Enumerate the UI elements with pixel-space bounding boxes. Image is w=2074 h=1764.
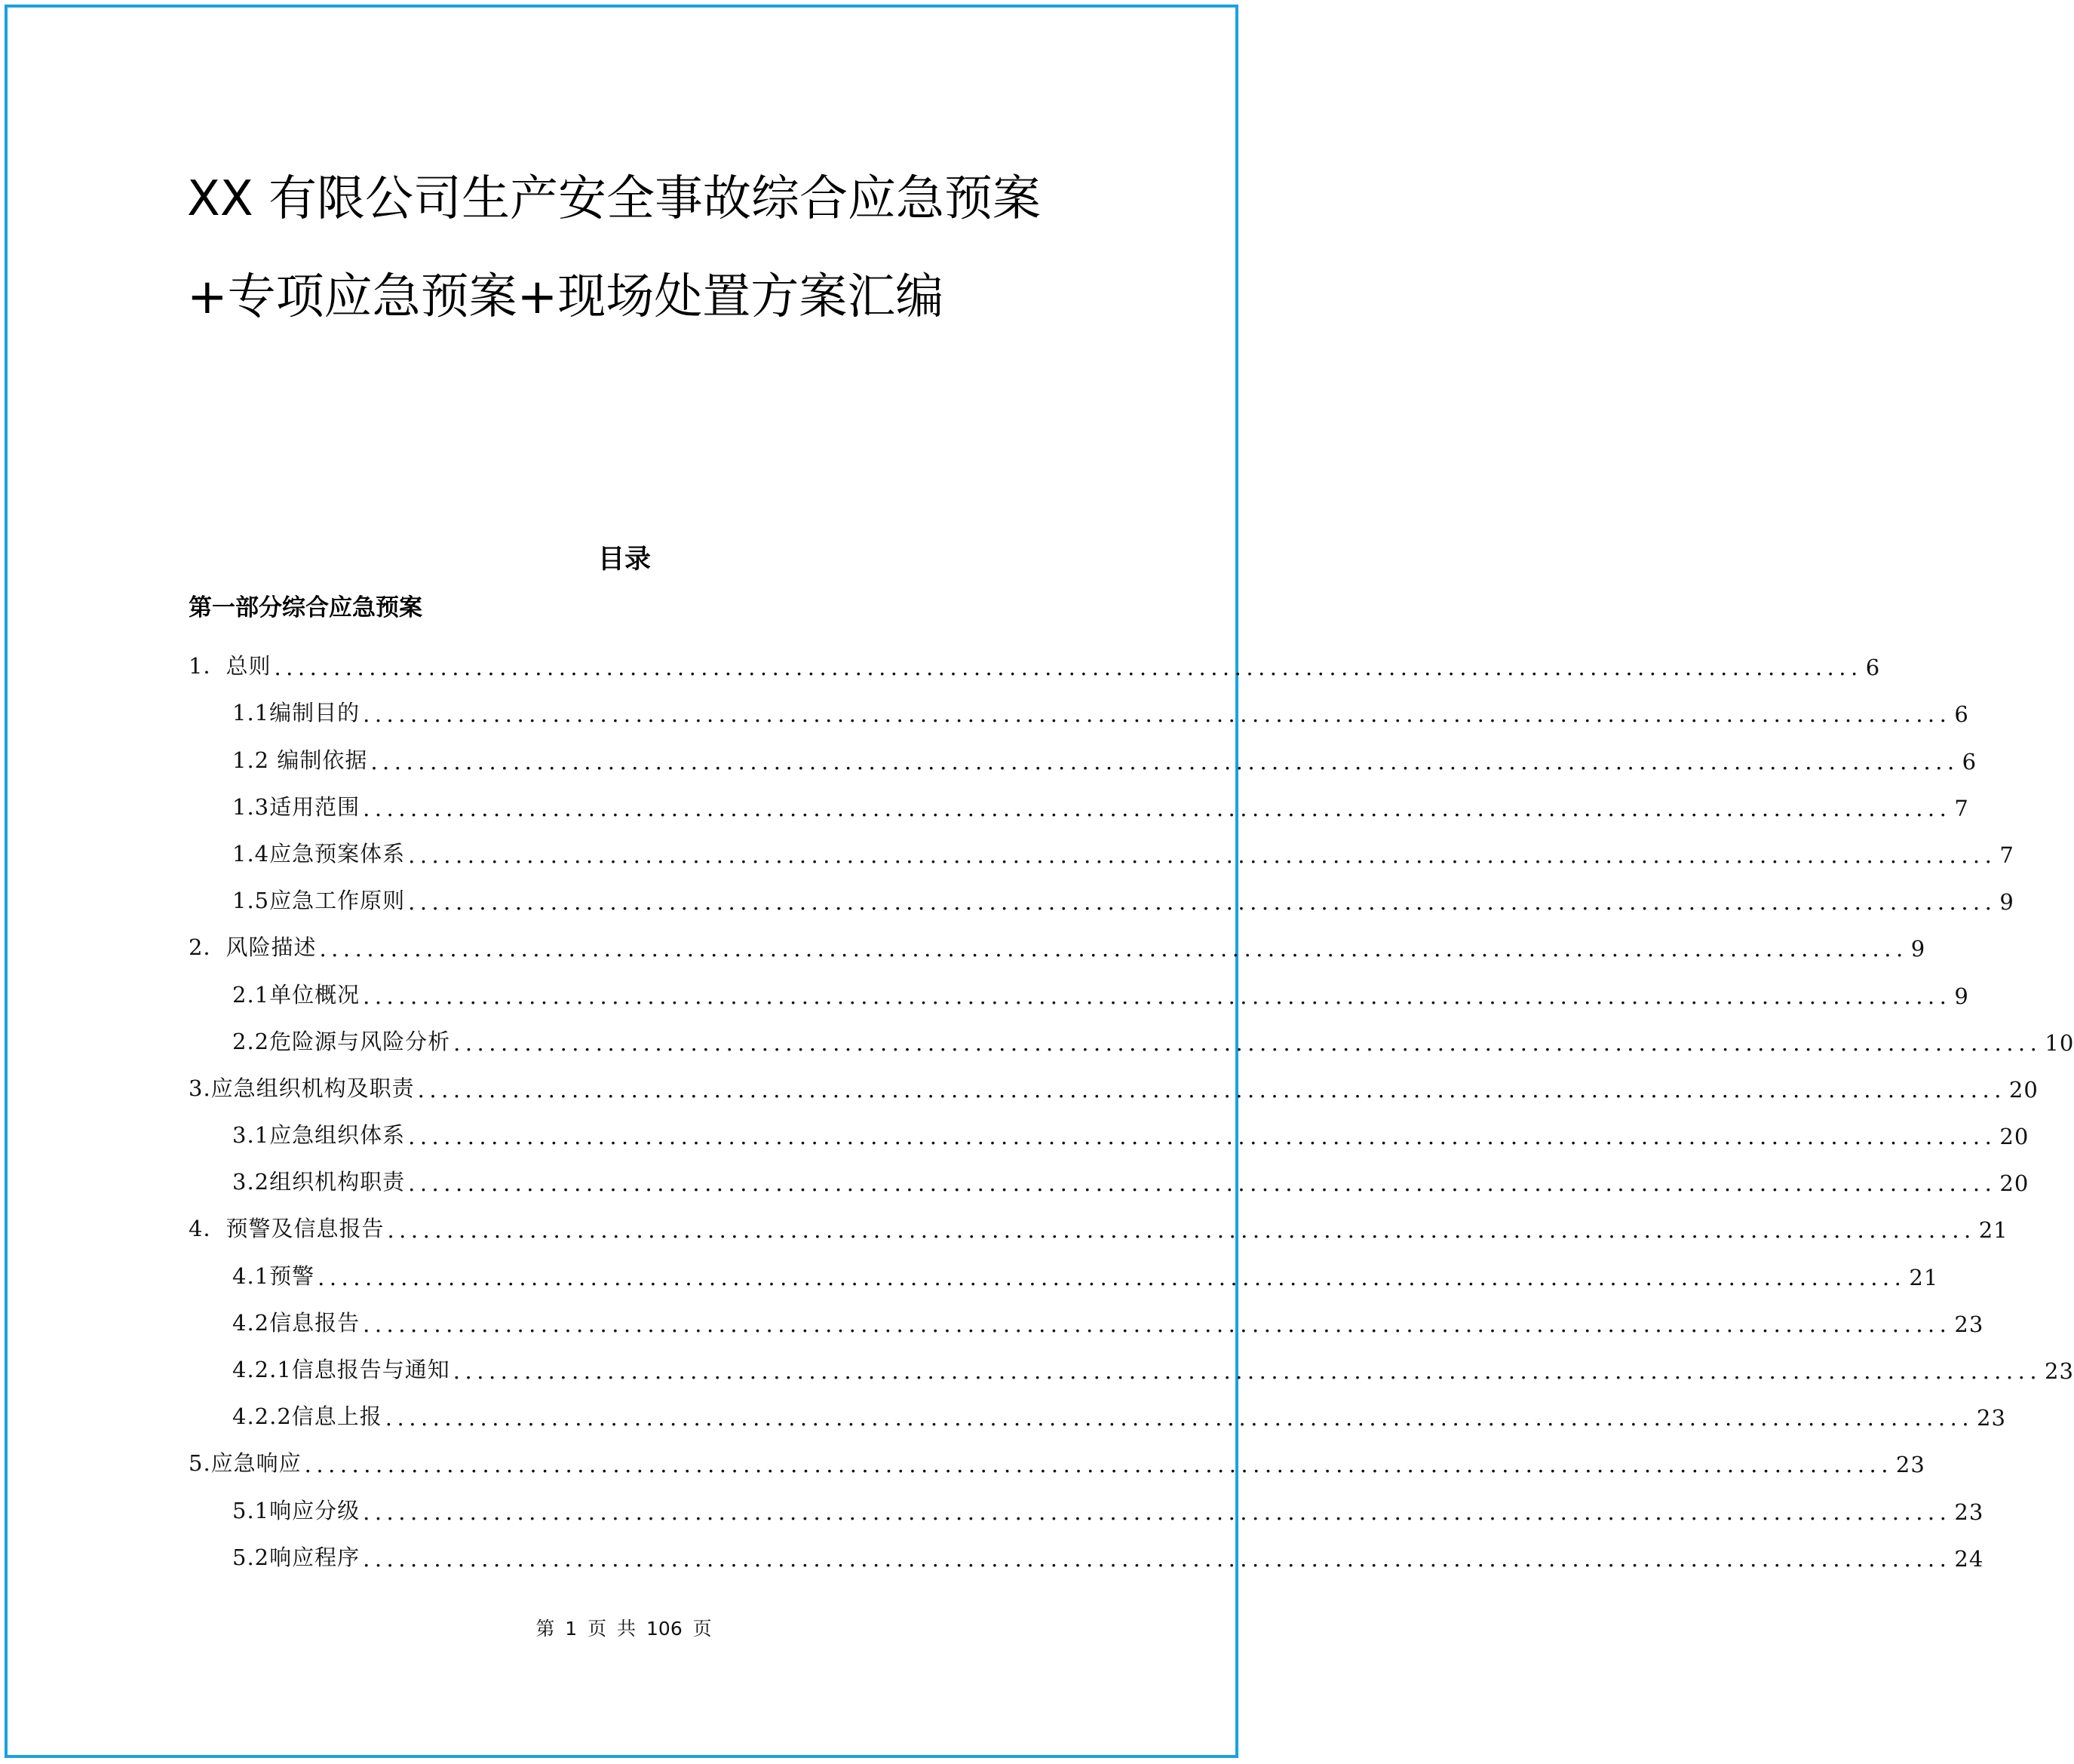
toc-leader-dots: ...................................................................................................................................... — [453, 1358, 2042, 1384]
toc-entry-page: 24 — [1954, 1545, 1984, 1572]
toc-leader-dots: ...................................................................................................................................... — [363, 1311, 1952, 1337]
toc-entry-label: 3.应急组织机构及职责 — [189, 1075, 415, 1101]
toc-leader-dots: ...................................................................................................................................... — [304, 1452, 1893, 1478]
toc-entry[interactable] — [189, 821, 2014, 868]
document-title-line2: +专项应急预案+现场处置方案汇编 — [187, 269, 944, 325]
toc-entry-label: 5.应急响应 — [189, 1450, 302, 1477]
toc-entry-page: 23 — [1954, 1499, 1984, 1525]
toc-entry-label: 1.5应急工作原则 — [232, 888, 406, 914]
toc-entry-page: 6 — [1962, 748, 1977, 775]
toc-leader-dots: ...................................................................................................................................... — [274, 655, 1863, 681]
toc-entry[interactable] — [189, 915, 1926, 962]
toc-leader-dots: ...................................................................................................................................... — [363, 1545, 1952, 1572]
toc-entry-page: 6 — [1865, 655, 1881, 681]
toc-entry-label: 1．总则 — [189, 653, 272, 680]
toc-leader-dots: ...................................................................................................................................... — [370, 748, 1959, 775]
toc-entry-label: 1.3适用范围 — [232, 793, 360, 820]
toc-entry[interactable] — [189, 1431, 1925, 1478]
toc-entry[interactable] — [189, 727, 1977, 775]
toc-leader-dots: ...................................................................................................................................... — [453, 1029, 2042, 1056]
toc-entry-page: 23 — [1895, 1452, 1925, 1478]
toc-entry-label: 2.1单位概况 — [232, 981, 360, 1008]
toc-leader-dots: ...................................................................................................................................... — [318, 1264, 1907, 1290]
toc-entry-label: 5.1响应分级 — [232, 1497, 360, 1523]
toc-leader-dots: ...................................................................................................................................... — [408, 889, 1997, 916]
toc-entry[interactable] — [189, 1056, 2039, 1103]
toc-entry-label: 1.4应急预案体系 — [232, 840, 406, 867]
toc-leader-dots: ...................................................................................................................................... — [363, 795, 1952, 821]
toc-entry-page: 20 — [1999, 1124, 2030, 1150]
toc-leader-dots: ...................................................................................................................................... — [408, 1170, 1997, 1197]
toc-entry[interactable] — [189, 634, 1881, 681]
toc-entry[interactable] — [189, 1009, 2074, 1056]
toc-entry[interactable] — [189, 1337, 2074, 1384]
page-footer: 第 1 页 共 106 页 — [535, 1618, 712, 1640]
toc-entry-label: 1.1编制目的 — [232, 700, 360, 726]
toc-entry[interactable] — [189, 1525, 1984, 1572]
toc-entry-page: 7 — [1999, 842, 2014, 868]
toc-entry-label: 3.2组织机构职责 — [232, 1169, 406, 1195]
toc-entry-page: 21 — [1978, 1217, 2008, 1244]
document-title-line1: XX 有限公司生产安全事故综合应急预案 — [187, 171, 1042, 227]
toc-leader-dots: ...................................................................................................................................... — [387, 1217, 1976, 1244]
toc-entry-page: 23 — [1977, 1405, 2006, 1431]
toc-entry[interactable] — [189, 775, 1969, 821]
toc-leader-dots: ...................................................................................................................................... — [417, 1076, 2006, 1103]
toc-entry[interactable] — [189, 1243, 1939, 1290]
toc-entry-label: 4.2.1信息报告与通知 — [232, 1357, 450, 1382]
toc-leader-dots: ...................................................................................................................................... — [319, 936, 1908, 962]
toc-leader-dots: ...................................................................................................................................... — [363, 1499, 1952, 1525]
toc-entry-label: 4．预警及信息报告 — [189, 1216, 385, 1242]
toc-entry-page: 9 — [1954, 983, 1969, 1009]
toc-leader-dots: ...................................................................................................................................... — [363, 701, 1952, 728]
toc-entry-page: 10 — [2045, 1029, 2074, 1056]
toc-leader-dots: ...................................................................................................................................... — [408, 842, 1997, 868]
toc-entry[interactable] — [189, 868, 2014, 916]
toc-entry[interactable] — [189, 1477, 1984, 1525]
toc-entry-page: 7 — [1954, 795, 1969, 821]
toc-entry[interactable] — [189, 1103, 2030, 1150]
toc-entry[interactable] — [189, 962, 1969, 1009]
toc-entry-page: 23 — [2045, 1358, 2074, 1384]
toc-leader-dots: ...................................................................................................................................... — [408, 1124, 1997, 1150]
table-of-contents — [189, 634, 2074, 1572]
toc-entry[interactable] — [189, 1290, 1984, 1337]
toc-entry-page: 9 — [1910, 936, 1926, 962]
toc-entry-label: 3.1应急组织体系 — [232, 1122, 406, 1149]
toc-entry-label: 2．风险描述 — [189, 934, 317, 961]
toc-entry-page: 9 — [1999, 889, 2014, 916]
toc-entry[interactable] — [189, 1384, 2006, 1431]
toc-leader-dots: ...................................................................................................................................... — [363, 983, 1952, 1009]
toc-part-heading: 第一部分综合应急预案 — [189, 594, 422, 621]
toc-entry-label: 1.2 编制依据 — [232, 747, 368, 773]
toc-leader-dots: ...................................................................................................................................... — [385, 1405, 1974, 1431]
toc-entry-label: 5.2响应程序 — [232, 1544, 360, 1570]
toc-entry-label: 4.2信息报告 — [232, 1309, 360, 1336]
toc-heading: 目录 — [597, 545, 651, 575]
toc-entry-page: 20 — [1999, 1170, 2030, 1197]
toc-entry-label: 2.2危险源与风险分析 — [232, 1028, 451, 1054]
toc-entry-page: 23 — [1954, 1311, 1984, 1337]
toc-entry-page: 6 — [1954, 701, 1969, 728]
toc-entry-label: 4.2.2信息上报 — [232, 1404, 382, 1430]
toc-entry[interactable] — [189, 680, 1969, 728]
toc-entry[interactable] — [189, 1149, 2030, 1197]
toc-entry-page: 20 — [2008, 1076, 2039, 1103]
toc-entry[interactable] — [189, 1196, 2008, 1244]
toc-entry-label: 4.1预警 — [232, 1262, 315, 1289]
toc-entry-page: 21 — [1909, 1264, 1939, 1290]
